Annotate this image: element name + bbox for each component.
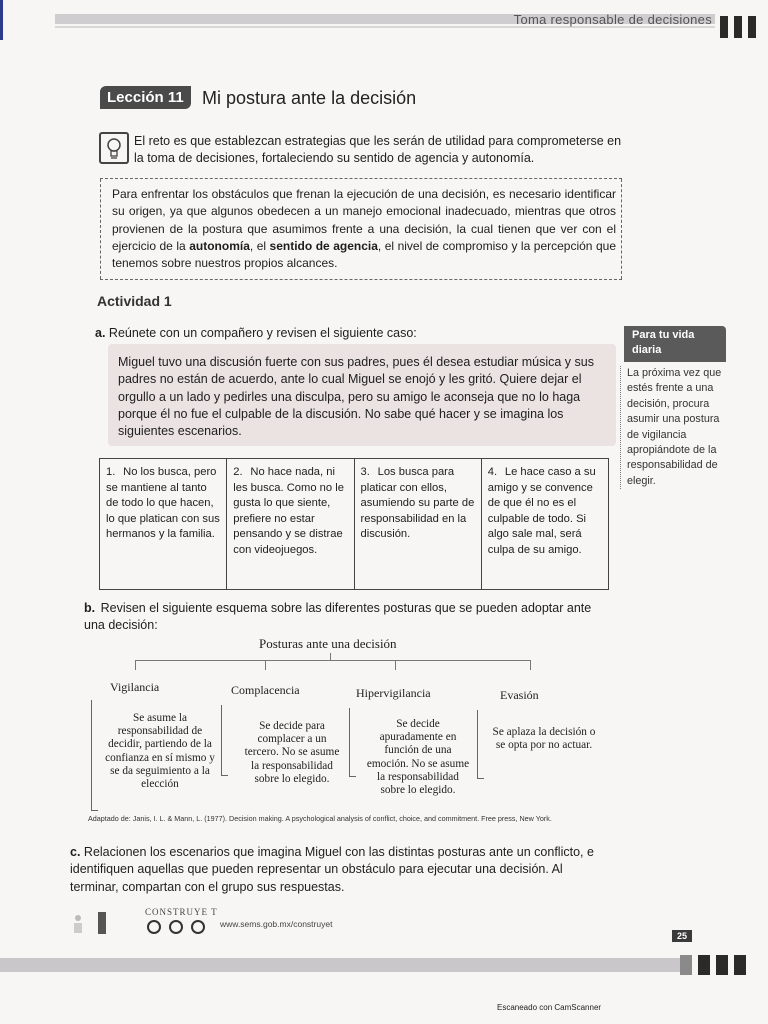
posture-name: Complacencia (231, 683, 300, 697)
step-letter: b. (84, 601, 96, 615)
step-c-text: Relacionen los escenarios que imagina Miguel con las distintas posturas ante un conflicto, e identifiquen aquellas que pueden representar un obstáculo para ejecutar una decisión. Al terminar, compartan con el grupo sus respuestas. (70, 845, 594, 894)
sidebar-text: La próxima vez que estés frente a una decisión, procura asumir una postura de vigilancia apropiándote de la responsabilidad de elegir. (620, 366, 723, 489)
posture-description: Se decide para complacer a un tercero. No se asume la responsabilidad sobre lo elegido. (244, 720, 340, 785)
diagram-title: Posturas ante una decisión (259, 636, 397, 651)
posture-name: Vigilancia (110, 680, 160, 694)
diagram-connector (265, 660, 266, 670)
diagram-connector (530, 660, 531, 670)
scenario-cell: 1. No los busca, pero se mantiene al tanto de todo lo que hacen, lo que platican con sus hermanos y la familia. (100, 459, 227, 589)
intro-text: Para enfrentar los obstáculos que frenan la ejecución de una decisión, es necesario identificar su origen, ya que algunos obedecen a un manejo emocional inadecuado, mientras que otros provienen de la postura que asumimos frente a una decisión, la cual tienen que ver con el ejercicio de la autonomía, el sentido de agencia, el nivel de compromiso y la percepción que tenemos sobre nuestros propios alcances. (112, 187, 616, 271)
step-a (95, 326, 417, 340)
step-letter: c. (70, 845, 81, 859)
step-letter: a. (95, 326, 106, 340)
footer-brand: CONSTRUYE T (145, 907, 218, 917)
case-text: Miguel tuvo una discusión fuerte con sus padres, pues él desea estudiar música y sus padres no están de acuerdo, ante lo cual Miguel se enojó y les gritó. Quiere dejar el orgullo a un lado y pedirles una disculpa, pero su amigo le aconseja que no lo haga porque él no fue el culpable de la discusión. No sabe qué hacer y se imagina los siguientes escenarios. (118, 355, 594, 439)
page-edge-mark (0, 0, 3, 40)
challenge-text: El reto es que establezcan estrategias que les serán de utilidad para comprometerse en la toma de decisiones, fortaleciendo su sentido de agencia y autonomía. (134, 134, 622, 165)
scenario-cell: 2. No hace nada, ni les busca. Como no le gusta lo que siente, prefiere no estar pensando y se distrae con videojuegos. (227, 459, 354, 589)
diagram-connector (135, 660, 530, 661)
posture-description: Se decide apuradamente en función de una emoción. No se asume la responsabilidad sobre lo elegido. (366, 718, 470, 797)
step-c (70, 844, 610, 896)
activity-title: Actividad 1 (97, 293, 172, 309)
lesson-title: Mi postura ante la decisión (202, 88, 417, 108)
header-blocks (720, 16, 756, 38)
footer-url: www.sems.gob.mx/construyet (220, 919, 333, 929)
step-b-text: Revisen el siguiente esquema sobre las diferentes posturas que se pueden adoptar ante una decisión: (84, 601, 592, 632)
page-number: 25 (672, 930, 692, 942)
posture-bracket (91, 700, 98, 811)
diagram-connector (395, 660, 396, 670)
source-citation: Adaptado de: Janis, I. L. & Mann, L. (1977). Decision making. A psychological analysis of conflict, choice, and commitment. Free press, New York. (88, 814, 552, 823)
footer-bar (0, 958, 680, 972)
posture-description: Se asume la responsabilidad de decidir, partiendo de la confianza en sí mismo y se da seguimiento a la elección (105, 712, 215, 791)
diagram-connector (135, 660, 136, 670)
scanner-watermark: Escaneado con CamScanner (497, 1003, 602, 1012)
sidebar-heading: Para tu vida diaria (624, 326, 726, 362)
scenario-cell: 3. Los busca para platicar con ellos, asumiendo su parte de responsabilidad en la discusión. (355, 459, 482, 589)
sep-logo-icon (70, 910, 110, 943)
posture-name: Evasión (500, 688, 539, 702)
scenarios-table (99, 458, 609, 590)
footer-icons (147, 920, 205, 934)
posture-bracket (477, 710, 484, 779)
step-b (84, 600, 614, 633)
lesson-badge: Lección 11 (100, 86, 191, 109)
posture-bracket (349, 708, 356, 777)
step-a-text: Reúnete con un compañero y revisen el siguiente caso: (108, 326, 417, 340)
posture-name: Hipervigilancia (356, 686, 431, 700)
footer-blocks (680, 955, 746, 975)
posture-description: Se aplaza la decisión o se opta por no actuar. (492, 726, 596, 752)
scenario-cell: 4. Le hace caso a su amigo y se convence de que él no es el culpable de todo. Si algo sale mal, será culpa de su amigo. (487, 466, 596, 556)
section-title: Toma responsable de decisiones (513, 12, 712, 27)
lightbulb-icon (99, 132, 129, 164)
posture-bracket (221, 705, 228, 776)
